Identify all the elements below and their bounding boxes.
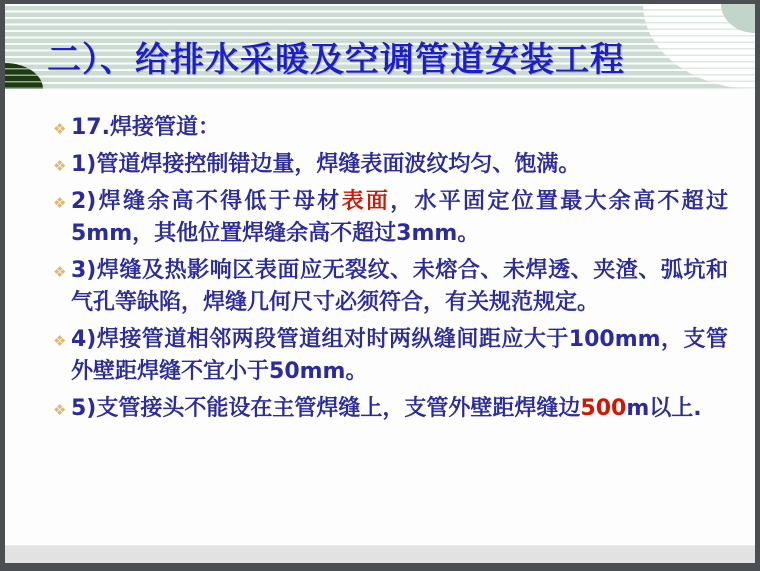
text-segment: 焊缝余高不得低于母材: [96, 189, 342, 214]
text-segment: 500: [580, 396, 627, 421]
diamond-bullet-icon: ❖: [53, 401, 67, 419]
paragraph-text: [71, 396, 702, 421]
text-segment: 50mm: [269, 359, 346, 384]
text-segment: m: [626, 396, 650, 421]
text-segment: 2): [71, 189, 97, 214]
text-segment: 焊接管道：: [109, 115, 220, 140]
paragraph-text: [71, 327, 728, 384]
slide-body: [40, 112, 728, 430]
diamond-bullet-icon: ❖: [53, 157, 67, 175]
text-segment: ，水平固定位置最大余高不超过: [390, 189, 728, 214]
list-item: [40, 324, 728, 388]
slide: [5, 4, 755, 563]
text-segment: 。: [457, 221, 480, 246]
text-segment: 焊缝及热影响区表面应无裂纹、未熔合、未焊透、夹渣、弧坑和气孔等缺陷，焊缝几何尺寸必须符合，有关规范规定。: [71, 258, 728, 315]
text-segment: 管道焊接控制错边量，焊缝表面波纹均匀、饱满。: [96, 152, 581, 177]
text-segment: 5): [71, 396, 97, 421]
text-segment: 以上.: [649, 396, 702, 421]
footer-strip: [5, 545, 755, 563]
diamond-bullet-icon: ❖: [53, 332, 67, 350]
list-item: [40, 112, 728, 144]
paragraph-text: [71, 189, 728, 246]
text-segment: 4): [71, 327, 97, 352]
text-segment: 1): [71, 152, 97, 177]
paragraph-text: [71, 152, 580, 177]
paragraph-text: [71, 258, 728, 315]
list-item: [40, 255, 728, 319]
text-segment: 焊接管道相邻两段管道组对时两纵缝间距应大于: [96, 327, 569, 352]
text-segment: 5mm: [71, 221, 133, 246]
diamond-bullet-icon: ❖: [53, 194, 67, 212]
text-segment: 3mm: [396, 221, 458, 246]
bullet-list: [40, 112, 728, 425]
diamond-bullet-icon: ❖: [53, 263, 67, 281]
text-segment: 。: [345, 359, 368, 384]
list-item: [40, 149, 728, 181]
text-segment: ，支管外壁距焊缝不宜小于: [71, 327, 728, 384]
paragraph-text: [71, 115, 220, 140]
green-dome-decoration: [5, 63, 43, 89]
list-item: [40, 393, 728, 425]
text-segment: 3): [71, 258, 97, 283]
title-banner: [5, 4, 755, 89]
text-segment: 表面: [341, 189, 391, 214]
text-segment: 支管接头不能设在主管焊缝上，支管外壁距焊缝边: [96, 396, 581, 421]
list-item: [40, 186, 728, 250]
diamond-bullet-icon: ❖: [53, 120, 67, 138]
text-segment: 17.: [71, 115, 110, 140]
text-segment: 100mm: [568, 327, 661, 352]
slide-title: 二）、给排水采暖及空调管道安装工程: [47, 40, 625, 80]
text-segment: ，其他位置焊缝余高不超过: [132, 221, 397, 246]
